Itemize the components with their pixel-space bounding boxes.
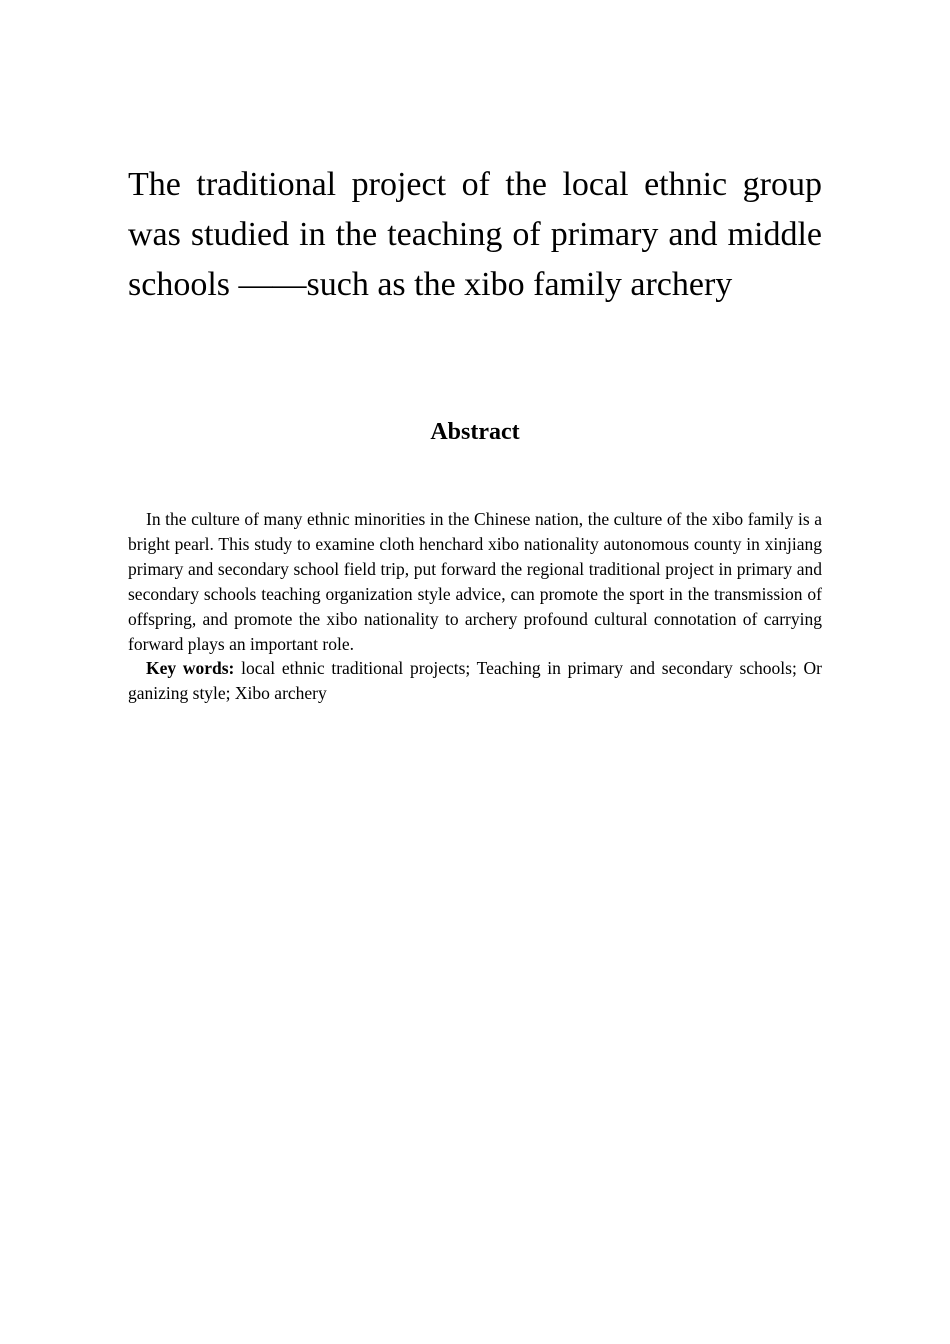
abstract-paragraph: In the culture of many ethnic minorities in the Chinese nation, the culture of the xibo family is a bright pearl. This study to examine cloth henchard xibo nationality autonomous county in xinjiang primary and secondary school field trip, put forward the regional traditional project in primary and secondary schools teaching organization style advice, can promote the sport in the transmission of offspring, and promote the xibo nationality to archery profound cultural connotation of carrying forward plays an important role. <box>128 509 822 654</box>
keywords-text: local ethnic traditional projects; Teaching in primary and secondary schools; Or ganizing style; Xibo archery <box>128 658 823 703</box>
document-title: The traditional project of the local ethnic group was studied in the teaching of primary and middle schools ——such as the xibo family archery <box>128 166 822 303</box>
keywords-paragraph <box>128 656 822 706</box>
keywords-label: Key words: <box>146 658 235 678</box>
abstract-heading: Abstract <box>430 419 520 445</box>
